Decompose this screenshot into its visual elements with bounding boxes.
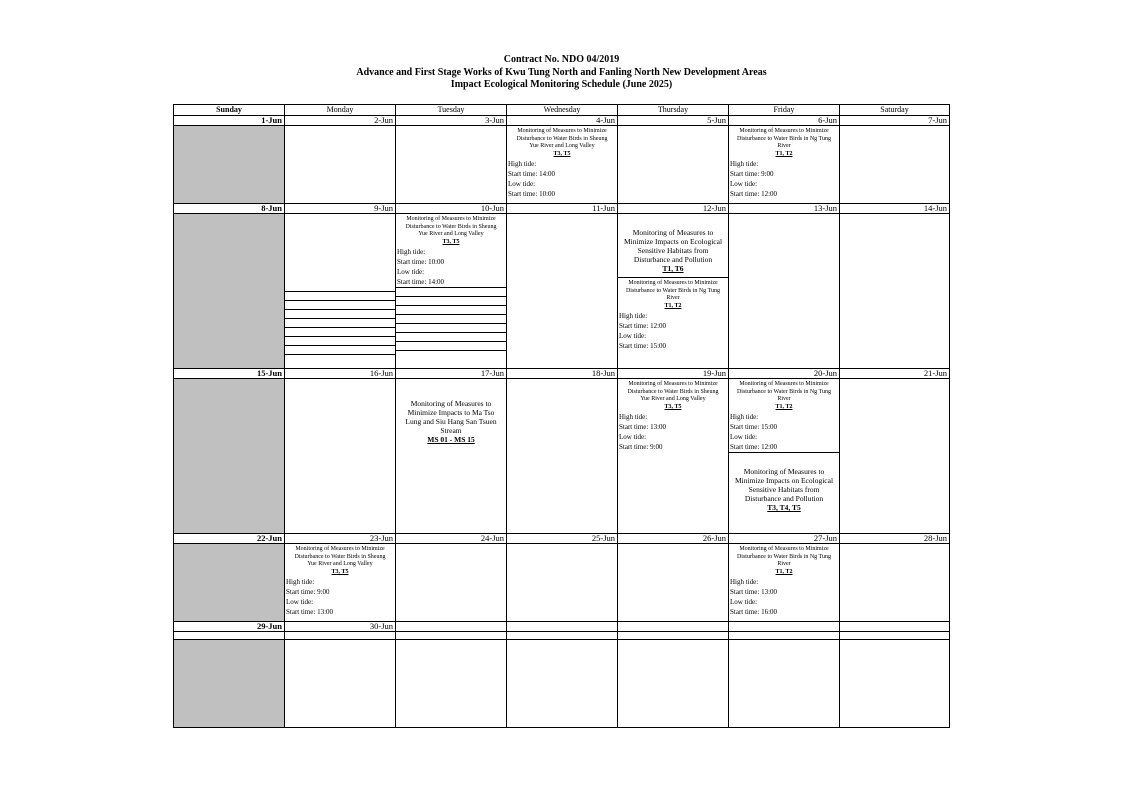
date-cell: 10-Jun [396,204,507,214]
tide-label: High tide: [730,578,759,586]
date-cell [729,622,840,632]
date-cell: 24-Jun [396,534,507,544]
day-cell [618,544,729,622]
tide-label: Low tide: [619,332,647,340]
tide-label: Low tide: [397,268,425,276]
day-cell [507,214,618,369]
contract-number: Contract No. NDO 04/2019 [503,54,620,65]
tide-time: Start time: 12:00 [730,443,778,451]
date-cell: 17-Jun [396,369,507,379]
weekday-header: Thursday [618,105,729,116]
event-title: Monitoring of Measures to Minimize Impacts on Ecological Sensitive Habitats from Disturbance and Pollution T3, T4, T5 [734,467,834,512]
day-cell [840,379,950,534]
sunday-cell [174,544,285,622]
date-cell: 11-Jun [507,204,618,214]
weekday-header-row [174,105,950,116]
ruled-lines [285,291,395,363]
event-codes: T3, T5 [553,150,571,157]
tide-label: Low tide: [619,433,647,441]
week-body-row [174,544,950,622]
event-title: Monitoring of Measures to Minimize Disturbance to Water Birds in Ng Tung River T1, T2 [736,546,832,575]
spacer-row [174,632,950,640]
weekday-header: Monday [285,105,396,116]
weekday-header: Saturday [840,105,950,116]
date-cell: 5-Jun [618,116,729,126]
date-cell: 28-Jun [840,534,950,544]
event-codes: T3, T5 [331,568,349,575]
day-cell [396,640,507,728]
event-codes: T1, T2 [775,150,793,157]
day-cell [285,214,396,369]
date-cell: 25-Jun [507,534,618,544]
tide-time: Start time: 13:00 [730,588,778,596]
tide-label: Low tide: [730,433,758,441]
date-cell: 9-Jun [285,204,396,214]
calendar-table [173,104,950,728]
project-title: Advance and First Stage Works of Kwu Tung North and Fanling North New Development Areas [356,66,767,78]
day-cell [840,640,950,728]
event-title: Monitoring of Measures to Minimize Disturbance to Water Birds in Sheung Yue River and Long Valley T3, T5 [405,216,497,245]
tide-time: Start time: 9:00 [619,443,663,451]
tide-label: High tide: [286,578,315,586]
tide-time: Start time: 13:00 [619,423,667,431]
weekday-header: Wednesday [507,105,618,116]
date-cell: 16-Jun [285,369,396,379]
day-cell [396,544,507,622]
day-cell [618,126,729,204]
tide-label: Low tide: [730,180,758,188]
tide-label: High tide: [619,413,648,421]
date-cell: 15-Jun [174,369,285,379]
date-cell: 29-Jun [174,622,285,632]
date-cell: 13-Jun [729,204,840,214]
day-cell [729,126,840,204]
ruled-lines [396,287,506,359]
date-cell [618,622,729,632]
day-cell [507,126,618,204]
event-codes: T3, T4, T5 [767,503,801,512]
tide-label: Low tide: [286,598,314,606]
schedule-title: Impact Ecological Monitoring Schedule (June 2025) [450,79,673,90]
date-cell: 8-Jun [174,204,285,214]
event-title: Monitoring of Measures to Minimize Disturbance to Water Birds in Ng Tung River T1, T2 [736,381,832,410]
event-codes: T3, T5 [442,238,460,245]
sunday-cell [174,640,285,728]
event-codes: T1, T6 [662,264,684,273]
day-cell [729,640,840,728]
event-codes: T1, T2 [775,403,793,410]
tide-label: High tide: [508,160,537,168]
day-cell [618,379,729,534]
date-cell [840,622,950,632]
date-row [174,116,950,126]
day-cell [507,640,618,728]
event-codes: T1, T2 [664,302,682,309]
tide-time: Start time: 9:00 [286,588,330,596]
event-codes: MS 01 - MS 15 [427,435,475,444]
sunday-cell [174,379,285,534]
event-title: Monitoring of Measures to Minimize Impacts on Ecological Sensitive Habitats from Disturbance and Pollution T1, T6 [623,228,723,273]
tide-label: High tide: [397,248,426,256]
date-cell: 21-Jun [840,369,950,379]
sunday-cell [174,214,285,369]
event-codes: T3, T5 [664,403,682,410]
document-header [0,54,1123,92]
date-cell: 20-Jun [729,369,840,379]
tide-time: Start time: 12:00 [619,322,667,330]
event-title: Monitoring of Measures to Minimize Disturbance to Water Birds in Sheung Yue River and Long Valley T3, T5 [516,128,608,157]
tide-time: Start time: 10:00 [397,258,445,266]
date-cell: 1-Jun [174,116,285,126]
day-cell [729,214,840,369]
date-cell: 4-Jun [507,116,618,126]
date-cell: 26-Jun [618,534,729,544]
tide-time: Start time: 16:00 [730,608,778,616]
date-cell [507,622,618,632]
tide-label: Low tide: [508,180,536,188]
day-cell [396,126,507,204]
event-codes: T1, T2 [775,568,793,575]
tide-time: Start time: 14:00 [508,170,556,178]
sunday-cell [174,126,285,204]
event-title: Monitoring of Measures to Minimize Disturbance to Water Birds in Ng Tung River T1, T2 [625,280,721,309]
tide-time: Start time: 13:00 [286,608,334,616]
date-cell: 30-Jun [285,622,396,632]
date-cell: 2-Jun [285,116,396,126]
weekday-header: Tuesday [396,105,507,116]
week-body-row [174,640,950,728]
date-row [174,204,950,214]
tide-time: Start time: 15:00 [730,423,778,431]
event-title: Monitoring of Measures to Minimize Disturbance to Water Birds in Sheung Yue River and Long Valley T3, T5 [627,381,719,410]
date-cell: 23-Jun [285,534,396,544]
date-cell: 27-Jun [729,534,840,544]
day-cell [507,544,618,622]
date-cell: 18-Jun [507,369,618,379]
date-cell: 6-Jun [729,116,840,126]
event-title: Monitoring of Measures to Minimize Disturbance to Water Birds in Sheung Yue River and Long Valley T3, T5 [294,546,386,575]
tide-label: Low tide: [730,598,758,606]
day-cell [396,379,507,534]
date-cell: 12-Jun [618,204,729,214]
day-cell [285,379,396,534]
tide-time: Start time: 12:00 [730,190,778,198]
date-row [174,622,950,632]
date-row [174,369,950,379]
day-cell [729,544,840,622]
day-cell [507,379,618,534]
week-body-row [174,379,950,534]
date-cell: 14-Jun [840,204,950,214]
week-body-row [174,214,950,369]
day-cell [840,126,950,204]
day-cell [618,640,729,728]
day-cell [840,214,950,369]
day-cell [618,214,729,369]
tide-time: Start time: 15:00 [619,342,667,350]
week-body-row [174,126,950,204]
day-cell [285,126,396,204]
tide-label: High tide: [730,413,759,421]
tide-label: High tide: [730,160,759,168]
day-cell [729,379,840,534]
weekday-header: Sunday [174,105,285,116]
tide-time: Start time: 9:00 [730,170,774,178]
event-title: Monitoring of Measures to Minimize Impacts to Ma Tso Lung and Siu Hang San Tsuen Stream MS 01 - MS 15 [405,399,497,444]
date-cell: 22-Jun [174,534,285,544]
event-title: Monitoring of Measures to Minimize Disturbance to Water Birds in Ng Tung River T1, T2 [736,128,832,157]
day-cell [840,544,950,622]
tide-label: High tide: [619,312,648,320]
day-cell [396,214,507,369]
tide-time: Start time: 10:00 [508,190,556,198]
day-cell [285,640,396,728]
weekday-header: Friday [729,105,840,116]
date-cell: 3-Jun [396,116,507,126]
date-row [174,534,950,544]
date-cell: 19-Jun [618,369,729,379]
date-cell: 7-Jun [840,116,950,126]
day-cell [285,544,396,622]
tide-time: Start time: 14:00 [397,278,445,286]
date-cell [396,622,507,632]
